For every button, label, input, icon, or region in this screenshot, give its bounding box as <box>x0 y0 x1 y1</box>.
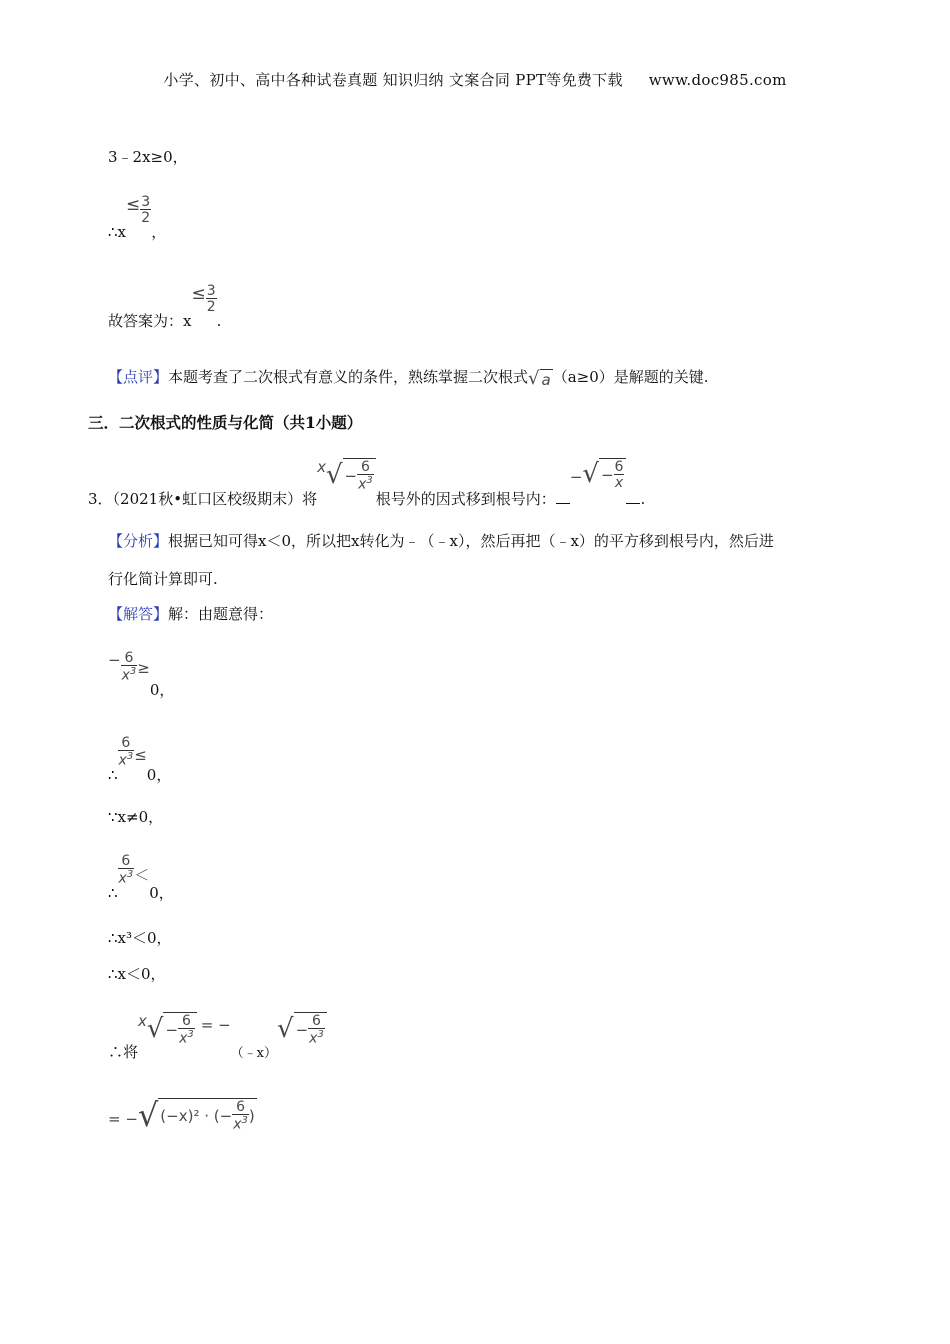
header-text: 小学、初中、高中各种试卷真题 知识归纳 文案合同 PPT等免费下载 <box>163 71 623 89</box>
solution-intro: 【解答】解：由题意得： <box>108 605 274 623</box>
line-x-le: ∴x≤ $\frac{3}{2}$ ， <box>108 194 167 241</box>
sqrt-expr: √ − $\frac{6}{x^3}$ <box>326 458 376 492</box>
question-3: 3．（2021秋•虹口区校级期末）将x √ − $\frac{6}{x^3}$ 根号外的因式移到根号内：− √ − $\frac{6}{x}$ . <box>88 458 646 508</box>
comment-line: 【点评】本题考查了二次根式有意义的条件，熟练掌握二次根式 √ a （a≥0）是解题的关键. <box>108 368 709 389</box>
line-inequality: 3﹣2x≥0， <box>108 148 188 166</box>
step-2: ∴ $\frac{6}{x^3}$ ≤0， <box>108 735 172 784</box>
step-1: − $\frac{6}{x^3}$ ≥0， <box>108 650 175 699</box>
answer-expr: − √ − $\frac{6}{x}$ <box>570 468 627 486</box>
step-6: ∴x＜0， <box>108 965 166 983</box>
step-3: ∵x≠0， <box>108 808 164 826</box>
step-5: ∴x³＜0， <box>108 929 172 947</box>
step-7: ∴将x √ − $\frac{6}{x^3}$ = −（﹣x） √ − $\frac{6}{x^3}$ <box>108 1012 327 1062</box>
step-4: ∴ $\frac{6}{x^3}$ ＜0， <box>108 853 174 902</box>
analysis-line-2: 行化简计算即可. <box>108 570 218 588</box>
sqrt-a: √ a <box>528 368 551 389</box>
section-title: 三．二次根式的性质与化简（共1小题） <box>88 413 363 432</box>
page-header <box>0 69 950 90</box>
line-answer: 故答案为：x≤ $\frac{3}{2}$ . <box>108 283 222 330</box>
header-site: www.doc985.com <box>648 71 787 89</box>
analysis-line-1: 【分析】根据已知可得x＜0，所以把x转化为﹣（﹣x），然后再把（﹣x）的平方移到根号内，然后进 <box>108 532 774 550</box>
step-8: = − √ (−x)² · (− $\frac{6}{x^3}$ ) <box>108 1095 255 1134</box>
